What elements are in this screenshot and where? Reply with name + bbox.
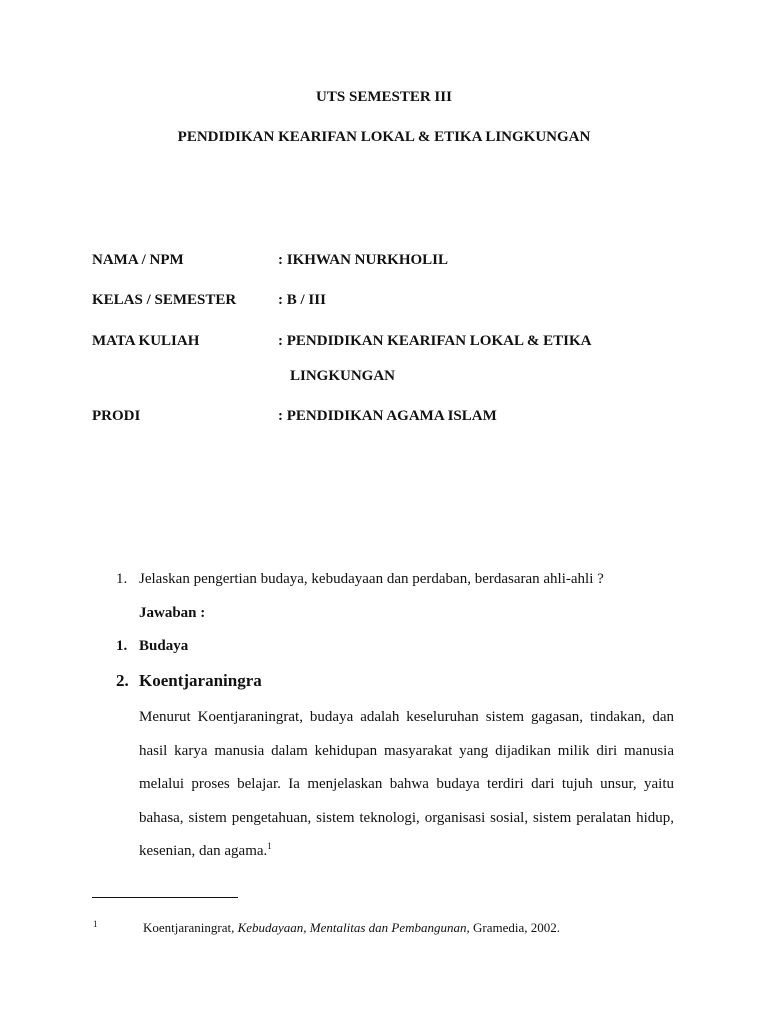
course-title: PENDIDIKAN KEARIFAN LOKAL & ETIKA LINGKUNGAN: [177, 129, 591, 145]
footnote-book-title: Kebudayaan, Mentalitas dan Pembangunan: [237, 920, 467, 935]
footnote-separator: [92, 897, 238, 898]
class-label: KELAS / SEMESTER: [92, 292, 237, 308]
class-value: : B / III: [278, 292, 326, 308]
footnote-text: [143, 920, 560, 936]
program-label: PRODI: [92, 408, 141, 424]
footnote-marker: 1: [93, 919, 98, 929]
name-label: NAMA / NPM: [92, 252, 184, 268]
answer-paragraph: [139, 701, 674, 869]
question-number: 1.: [116, 571, 128, 587]
footnote-reference[interactable]: 1: [267, 841, 272, 851]
footnote-publisher: , Gramedia, 2002.: [466, 920, 561, 935]
paragraph-text: Menurut Koentjaraningrat, budaya adalah keseluruhan sistem gagasan, tindakan, dan hasil karya manusia dalam kehidupan masyarakat yang dijadikan milik diri manusia melalui proses belajar. Ia menjelaskan bahwa budaya terdiri dari tujuh unsur, yaitu bahasa, sistem pengetahuan, sistem teknologi, organisasi sosial, sistem peralatan hidup, kesenian, dan agama.: [139, 709, 674, 859]
answer-item-heading: Koentjaraningra: [139, 671, 262, 690]
answer-label: Jawaban :: [139, 605, 206, 621]
answer-item-number: 2.: [116, 671, 129, 690]
answer-item-number: 1.: [116, 638, 128, 654]
exam-title: UTS SEMESTER III: [316, 89, 452, 105]
name-value: : IKHWAN NURKHOLIL: [278, 252, 449, 268]
program-value: : PENDIDIKAN AGAMA ISLAM: [278, 408, 497, 424]
answer-item-heading: Budaya: [139, 638, 189, 654]
course-value-line1: : PENDIDIKAN KEARIFAN LOKAL & ETIKA: [278, 333, 592, 349]
course-value-line2: LINGKUNGAN: [290, 368, 396, 384]
course-label: MATA KULIAH: [92, 333, 200, 349]
footnote-author: Koentjaraningrat,: [143, 920, 238, 935]
question-text: Jelaskan pengertian budaya, kebudayaan dan perdaban, berdasaran ahli-ahli ?: [139, 571, 604, 587]
